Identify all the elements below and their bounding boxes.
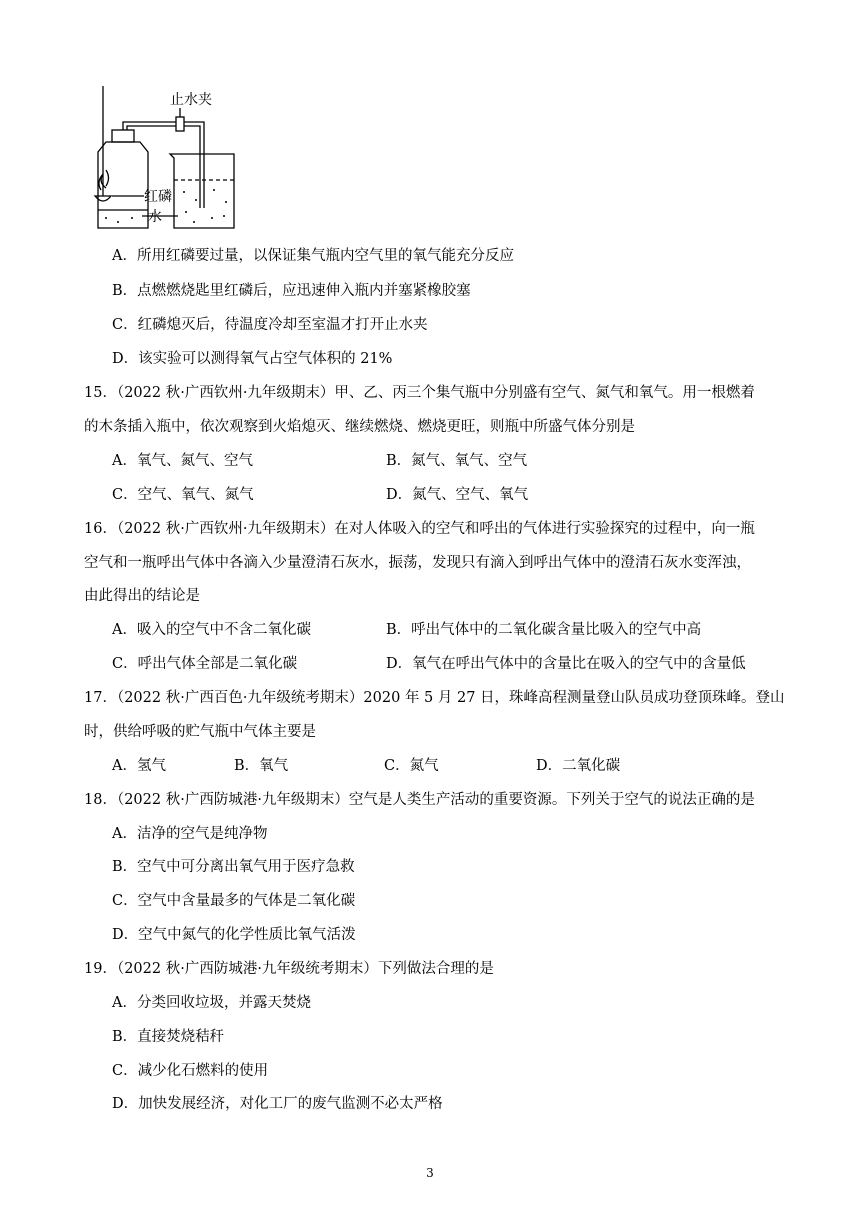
q15-stem-line-1: 15．（2022 秋·广西钦州·九年级期末）甲、乙、丙三个集气瓶中分别盛有空气、氮气和氧气。用一根燃着 xyxy=(84,385,755,401)
q16-stem-line-2: 空气和一瓶呼出气体中各滴入少量澄清石灰水，振荡，发现只有滴入到呼出气体中的澄清石灰水变浑浊， xyxy=(84,555,751,571)
apparatus-figure xyxy=(84,82,294,232)
q19-option-d: D．加快发展经济，对化工厂的废气监测不必太严格 xyxy=(112,1096,443,1112)
q14-option-d: D．该实验可以测得氧气占空气体积的 21% xyxy=(112,351,393,367)
label-clip: 止水夹 xyxy=(170,92,212,108)
q14-option-b: B．点燃燃烧匙里红磷后，应迅速伸入瓶内并塞紧橡胶塞 xyxy=(112,283,471,299)
q17-stem-line-2: 时，供给呼吸的贮气瓶中气体主要是 xyxy=(84,724,316,740)
q17-option-c: C．氮气 xyxy=(384,758,439,774)
q18-stem-line-1: 18．（2022 秋·广西防城港·九年级期末）空气是人类生产活动的重要资源。下列关于空气的说法正确的是 xyxy=(84,792,755,808)
q17-option-a: A．氢气 xyxy=(112,758,166,774)
q16-option-d: D．氧气在呼出气体中的含量比在吸入的空气中的含量低 xyxy=(386,656,746,672)
q18-option-c: C．空气中含量最多的气体是二氧化碳 xyxy=(112,893,356,909)
q19-option-c: C．减少化石燃料的使用 xyxy=(112,1063,269,1079)
label-water: 水 xyxy=(148,209,162,225)
q15-option-d: D．氮气、空气、氧气 xyxy=(386,487,529,503)
q16-stem-line-1: 16．（2022 秋·广西钦州·九年级期末）在对人体吸入的空气和呼出的气体进行实验探究的过程中，向一瓶 xyxy=(84,521,755,537)
q15-option-c: C．空气、氧气、氮气 xyxy=(112,487,254,503)
q17-option-d: D．二氧化碳 xyxy=(536,758,621,774)
q15-option-a: A．氧气、氮气、空气 xyxy=(112,453,253,469)
apparatus-diagram xyxy=(84,82,294,232)
q17-stem-line-1: 17．（2022 秋·广西百色·九年级统考期末）2020 年 5 月 27 日，珠峰高程测量登山队员成功登顶珠峰。登山 xyxy=(84,690,785,706)
q18-option-b: B．空气中可分离出氧气用于医疗急救 xyxy=(112,859,355,875)
q16-option-c: C．呼出气体全部是二氧化碳 xyxy=(112,656,298,672)
q17-option-b: B．氧气 xyxy=(234,758,289,774)
page-number: 3 xyxy=(426,1166,434,1180)
q16-option-b: B．呼出气体中的二氧化碳含量比吸入的空气中高 xyxy=(386,622,702,638)
q19-option-a: A．分类回收垃圾，并露天焚烧 xyxy=(112,995,311,1011)
q16-option-a: A．吸入的空气中不含二氧化碳 xyxy=(112,622,311,638)
q18-option-d: D．空气中氮气的化学性质比氧气活泼 xyxy=(112,927,356,943)
q19-stem-line-1: 19．（2022 秋·广西防城港·九年级统考期末）下列做法合理的是 xyxy=(84,961,494,977)
q14-option-c: C．红磷熄灭后，待温度冷却至室温才打开止水夹 xyxy=(112,317,428,333)
q18-option-a: A．洁净的空气是纯净物 xyxy=(112,826,268,842)
q14-option-a: A．所用红磷要过量，以保证集气瓶内空气里的氧气能充分反应 xyxy=(112,248,514,264)
q15-stem-line-2: 的木条插入瓶中，依次观察到火焰熄灭、继续燃烧、燃烧更旺，则瓶中所盛气体分别是 xyxy=(84,419,635,435)
q15-option-b: B．氮气、氧气、空气 xyxy=(386,453,528,469)
q19-option-b: B．直接焚烧秸秆 xyxy=(112,1029,225,1045)
label-red-phosphorus: 红磷 xyxy=(144,189,172,205)
q16-stem-line-3: 由此得出的结论是 xyxy=(84,588,200,604)
